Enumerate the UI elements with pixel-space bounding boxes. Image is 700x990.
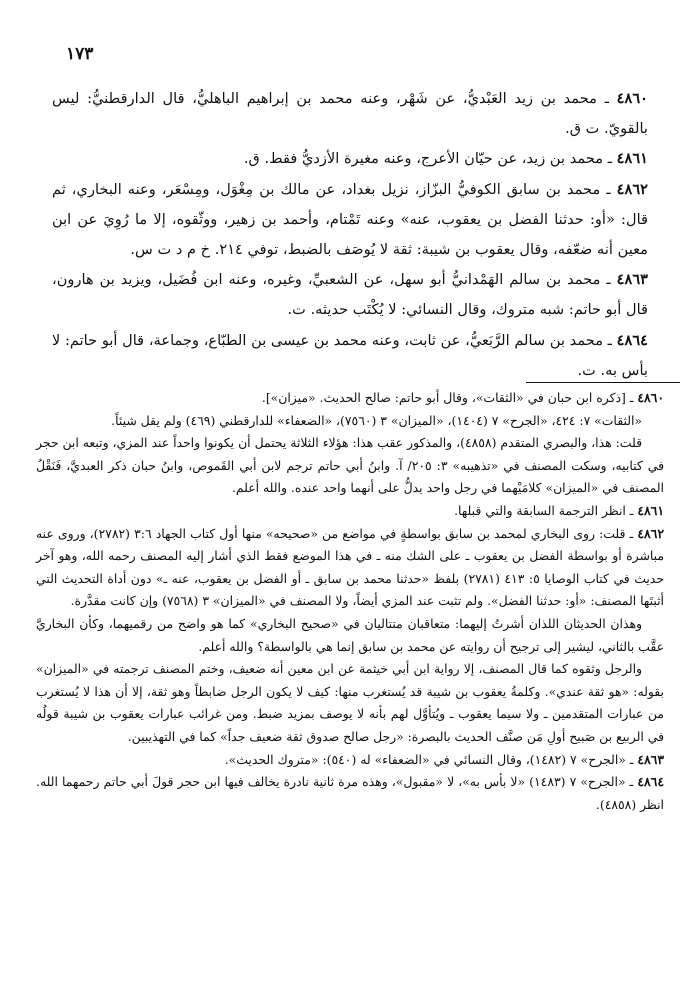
entry-text: ـ محمد بن زيد العَبْديُّ، عن شَهْر، وعنه محمد بن إبراهيم الباهليُّ، قال الدارقطنيُّ: ليس بالقويّ. ت ق.	[52, 90, 648, 138]
entry-4860	[52, 84, 648, 144]
entry-number: ٤٨٦٤	[616, 331, 648, 349]
page-number: ١٧٣	[66, 44, 94, 64]
note-4860	[36, 387, 664, 410]
note-number: ٤٨٦١	[637, 502, 664, 518]
entry-number: ٤٨٦٢	[616, 180, 649, 198]
note-4862	[36, 523, 664, 613]
note-paragraph	[36, 410, 664, 433]
note-paragraph	[36, 432, 664, 500]
note-text: ـ انظر الترجمة السابقة والتي قبلها.	[454, 502, 634, 518]
entry-number: ٤٨٦٠	[616, 90, 649, 107]
note-text: وهذان الحديثان اللذان أشرتُ إليهما: متعاقبان متتاليان في «صحيح البخاري» كما هو واضح من رقميهما، وكأن البخاريَّ عقَّب بالثاني، ليشير إلى ترجيح أن روايته عن محمد بن سابق إنما هي بالواسطة؟ والله أعلم.	[36, 615, 664, 654]
note-text: والرجل وثقوه كما قال المصنف، إلا رواية ابن أبي خيثمة عن ابن معين أنه ضعيف، وختم المصنف ترجمته في «الميزان» بقوله: «هو ثقة عندي». وكلمةُ يعقوب بن شيبة قد يُستغرب منها: كيف لا يكون الرجل ضابطاً وهو ثقة، إلا أن هذا لا يُستغرب من عبارات المتقدمين ـ ولا سيما يعقوب ـ ويُتأوَّل لهم بأنه لا يوصف بمزيد ضبط. ومن غرائب عبارات يعقوب بن شيبة قولُه في الربيع بن صَبيح أولِ مَن صنَّف الحديث بالبصرة: «رجل صالح صدوق ثقة ضعيف جداً» كما في التهذيبين.	[36, 661, 664, 744]
footnote-divider	[526, 382, 680, 383]
note-4861	[36, 500, 664, 523]
entry-4864	[52, 326, 648, 386]
note-text: ـ «الجرح» ٧ (١٤٨٢)، وقال النسائي في «الضعفاء» له (٥٤٠): «متروك الحديث».	[224, 751, 634, 767]
entry-text: ـ محمد بن سابق الكوفيُّ البزّاز، نزيل بغداد، عن مالك بن مِغْوَل، ومِسْعَر، وعنه البخاري، ثم قال: «أو: حدثنا الفضل بن يعقوب، عنه» وعنه تَمْتام، وأحمد بن زهير، ووثّقوه، إلا ما رُوِيَ عن ابن معين أنه ضعّفه، وقال يعقوب بن شيبة: ثقة لا يُوصَف بالضبط، توفي ٢١٤. خ م د ت س.	[52, 180, 648, 259]
note-paragraph	[36, 613, 664, 658]
note-number: ٤٨٦٢	[637, 525, 664, 541]
entry-text: ـ محمد بن سالم الهَمْدانيُّ أبو سهل، عن الشعبيِّ، وغيره، وعنه ابن فُضَيل، ويزيد بن هارون، قال أبو حاتم: شبه متروك، وقال النسائي: لا يُكْتَب حديثه. ت.	[52, 271, 648, 319]
entry-4863	[52, 265, 648, 325]
note-text: قلت: هذا، والبصري المتقدم (٤٨٥٨)، والمذكور عقب هذا: هؤلاء الثلاثة يحتمل أن يكونوا واحداً عند المزي، وتبعه ابن حجر في كتابيه، وسكت المصنف في «تذهيبه» ٣: ٢٠٥/ آ. وابنُ أبي حاتم ترجم لابن أبي القَموص، وابنُ حبان ذكر العبديَّ، فَنَقْلُ المصنف في «الميزان» كلامَيْهما في رجل واحد يدلُّ على أنهما واحد عنده. والله أعلم.	[36, 435, 664, 496]
note-text: ـ [ذكره ابن حبان في «الثقات»، وقال أبو حاتم: صالح الحديث. «ميزان»].	[261, 390, 634, 405]
entry-number: ٤٨٦٣	[616, 271, 648, 289]
footnotes	[36, 387, 664, 816]
note-4863	[36, 749, 664, 772]
note-number: ٤٨٦٤	[637, 774, 664, 790]
note-text: ـ قلت: روى البخاري لمحمد بن سابق بواسطةٍ في مواضع من «صحيحه» منها أول كتاب الجهاد ٣:٦ (٢٧٨٢)، وروى عنه مباشرة أو بواسطة الفضل بن يعقوب ـ على الشك منه ـ في هذا الموضع فقط الذي أشار إليه المصنف رحمه الله، وهو آخر حديث في كتاب الوصايا ٥: ٤١٣ (٢٧٨١) بلفظ «حدثنا محمد بن سابق ـ أو الفضل بن يعقوب، عنه ـ» دون أداة التحديث التي أثبتَها المصنف: «أو: حدثنا الفضل». ولم تثبت عند المزي أيضاً، ولا المصنف في «الميزان» ٣ (٧٥٦٨) وإن كانت مقدَّرة.	[36, 525, 664, 609]
entry-4861	[52, 144, 648, 174]
entry-text: ـ محمد بن زيد، عن حيّان الأعرج، وعنه مغيرة الأزديُّ فقط. ق.	[243, 150, 612, 168]
entry-4862	[52, 175, 648, 266]
note-text: «الثقات» ٧: ٤٢٤، «الجرح» ٧ (١٤٠٤)، «الميزان» ٣ (٧٥٦٠)، «الضعفاء» للدارقطني (٤٦٩) ولم يقل شيئاً.	[111, 412, 642, 428]
note-text: ـ «الجرح» ٧ (١٤٨٣) «لا بأس به»، لا «مقبول»، وهذه مرة ثانية نادرة يخالف فيها ابن حجر قولَ أبي حاتم رحمهما الله. انظر (٤٨٥٨).	[36, 774, 664, 812]
note-number: ٤٨٦٠	[637, 390, 664, 405]
entry-text: ـ محمد بن سالم الرَّبَعيُّ، عن ثابت، وعنه محمد بن عيسى بن الطبّاع، وجماعة، قال أبو حاتم: لا بأس به. ت.	[52, 331, 648, 379]
main-text	[52, 84, 648, 386]
entry-number: ٤٨٦١	[616, 150, 648, 168]
note-4864	[36, 771, 664, 816]
note-paragraph	[36, 658, 664, 748]
note-number: ٤٨٦٣	[637, 751, 664, 767]
